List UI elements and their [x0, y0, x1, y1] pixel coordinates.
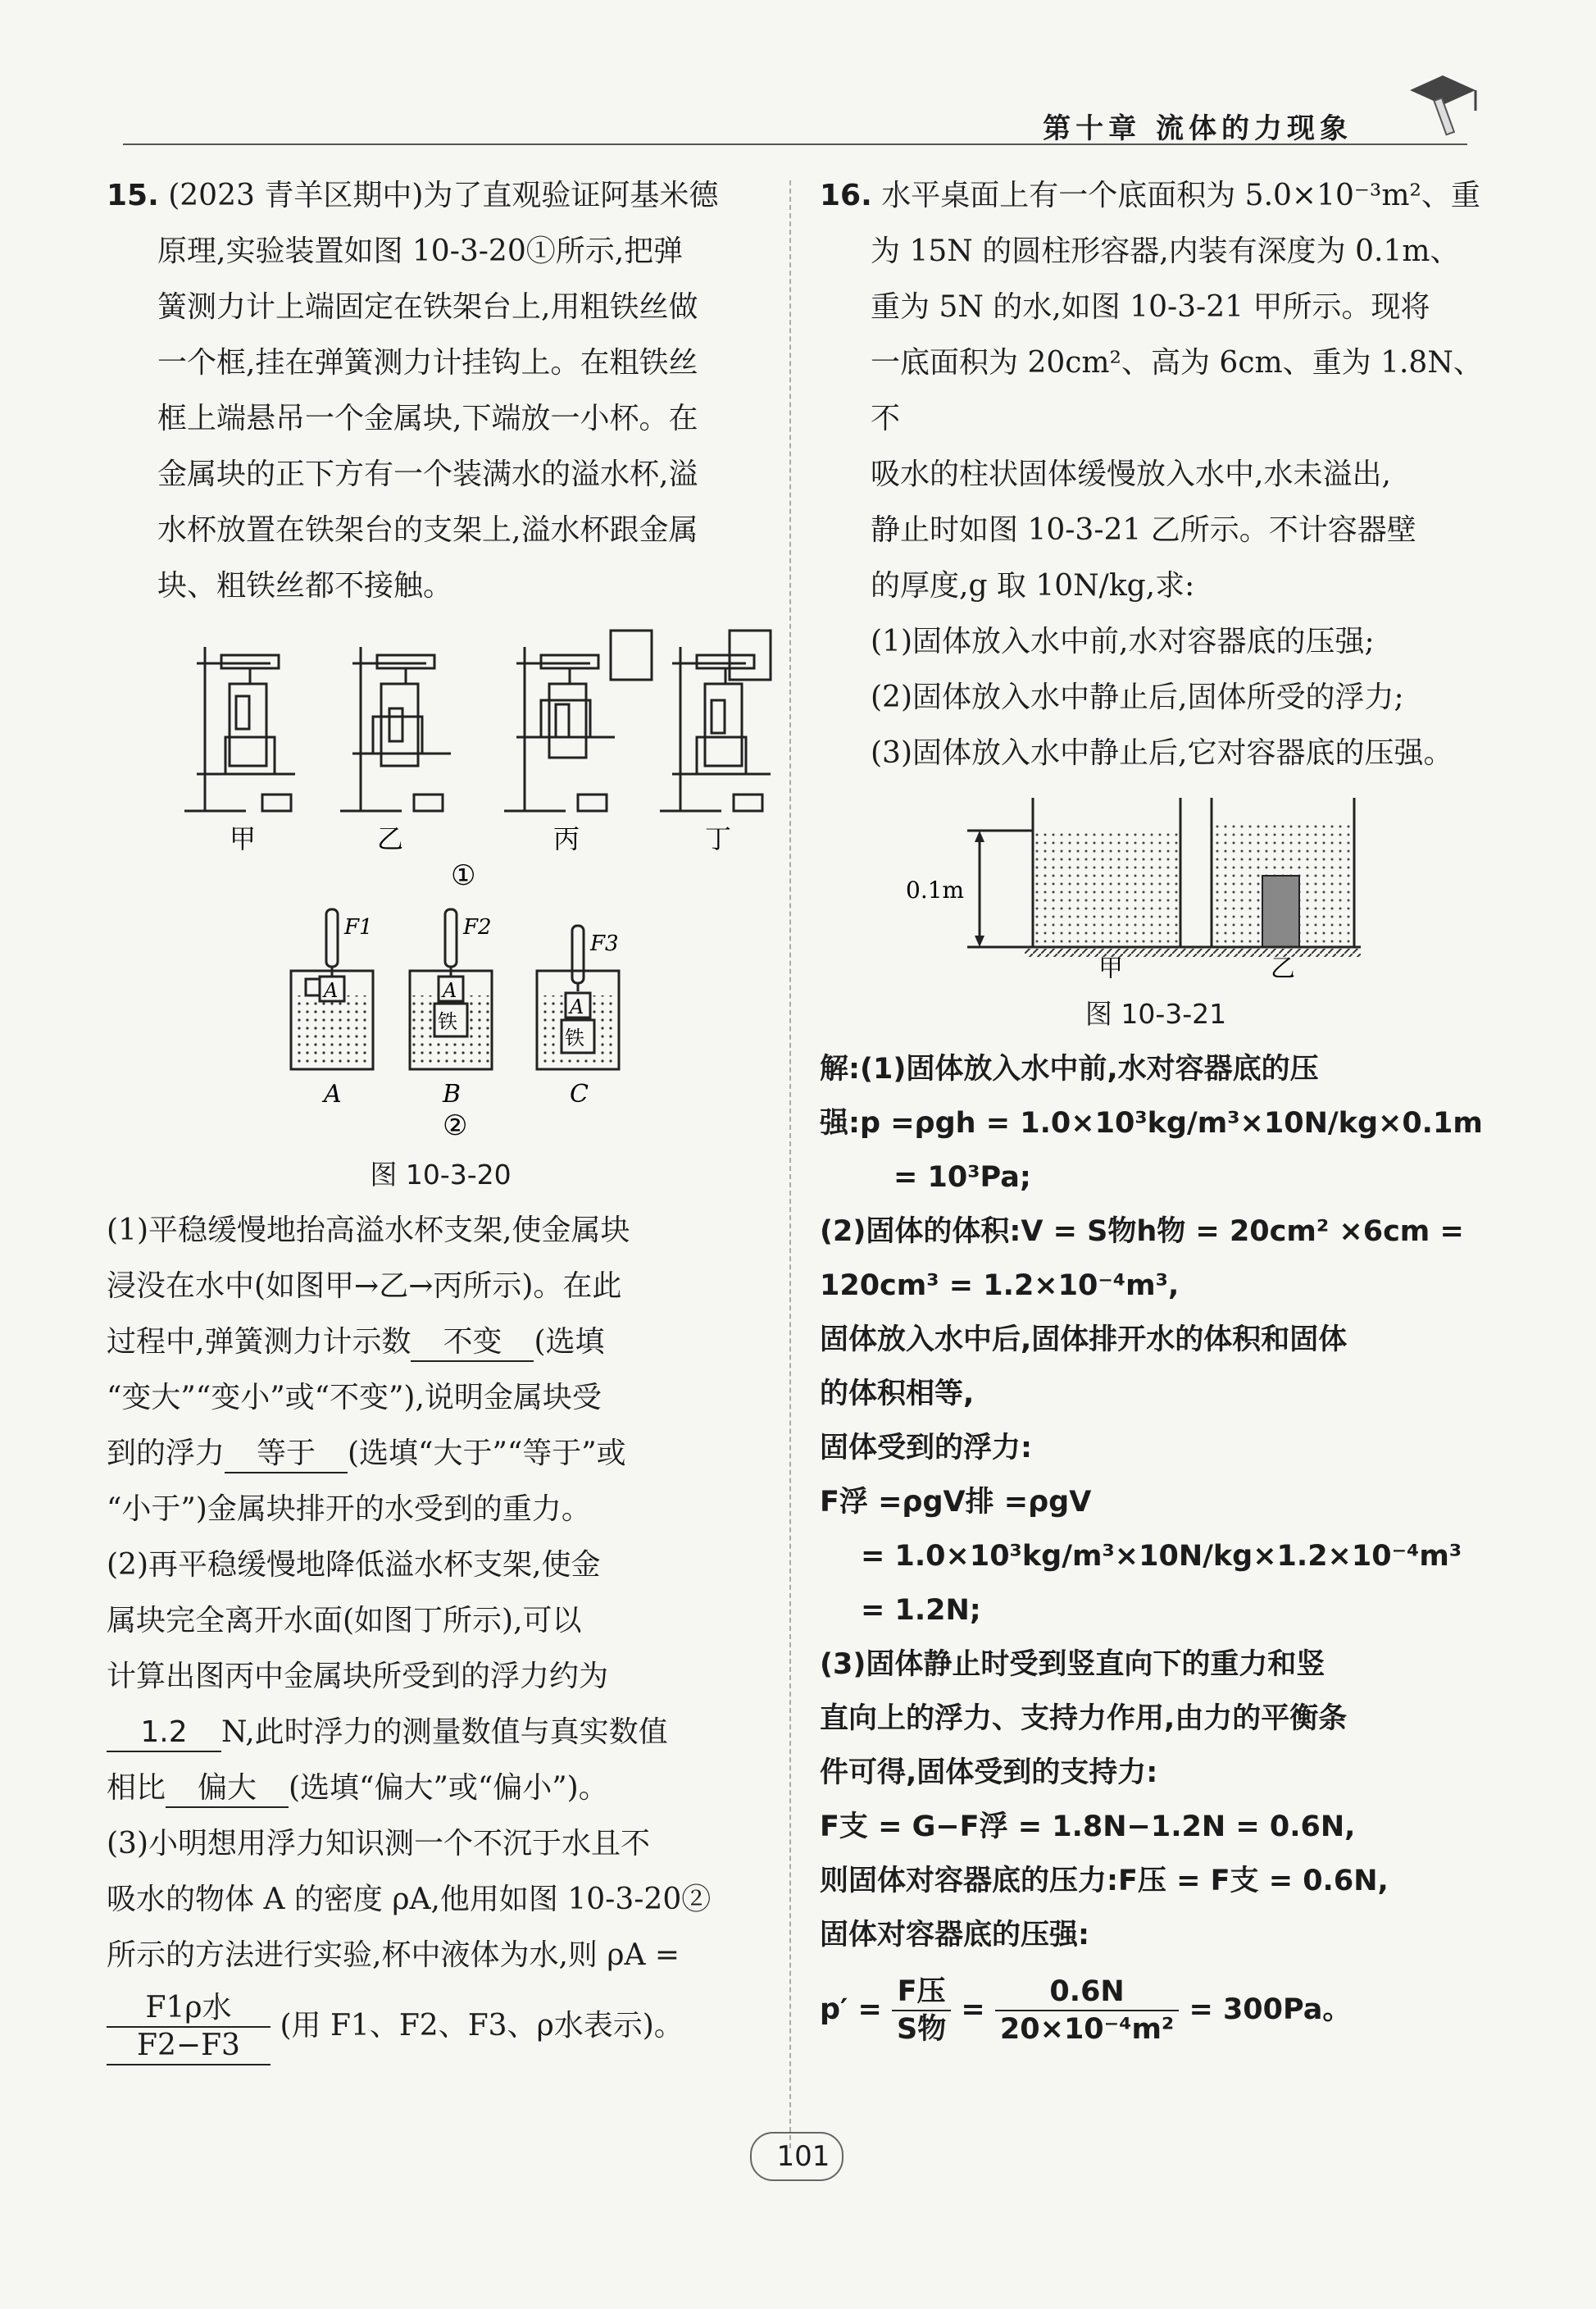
- chapter-title: 第十章 流体的力现象: [1043, 112, 1353, 145]
- force-F3: F3: [590, 931, 619, 956]
- q15-part3-line-0: (3)小明想用浮力知识测一个不沉于水且不: [107, 1827, 650, 1860]
- q15-line-1: 原理,实验装置如图 10-3-20①所示,把弹: [157, 235, 684, 268]
- question-15: [107, 168, 775, 2065]
- graduation-pencil-icon: [1394, 66, 1484, 139]
- solution-line-5: 固体放入水中后,固体排开水的体积和固体: [820, 1323, 1348, 1356]
- block-A-label-1: A: [324, 979, 339, 1002]
- solution-line-1: 强:p =ρgh = 1.0×10³kg/m³×10N/kg×0.1m: [820, 1107, 1483, 1140]
- q16-line-6: 的厚度,g 取 10N/kg,求:: [871, 569, 1195, 603]
- solution-line-13: 件可得,固体受到的支持力:: [820, 1756, 1158, 1789]
- containers-diagram: [820, 790, 1492, 978]
- fig1-label-0: 甲: [230, 823, 257, 854]
- solution-line-10: = 1.2N;: [861, 1594, 981, 1627]
- q16-line-5: 静止时如图 10-3-21 乙所示。不计容器壁: [871, 513, 1416, 547]
- q15-part3-line-2: 所示的方法进行实验,杯中液体为水,则 ρA =: [107, 1938, 680, 1972]
- fig2-label-B: B: [443, 1080, 462, 1109]
- fraction-1: $\frac{\text{F压}}{\text{S物}}$: [892, 1974, 951, 2047]
- q16-line-4: 吸水的柱状固体缓慢放入水中,水未溢出,: [871, 458, 1391, 491]
- fig-label-yi: 乙: [1271, 954, 1295, 978]
- header-rule: [123, 143, 1467, 145]
- q15-part2-line-2: 计算出图丙中金属块所受到的浮力约为: [107, 1660, 609, 1693]
- q15-part1-line-2: 过程中,弹簧测力计示数 不变 (选填: [107, 1314, 775, 1370]
- page-number: 101: [776, 2140, 830, 2173]
- block-iron-label-1: 铁: [438, 1010, 457, 1033]
- column-divider: [789, 180, 791, 2148]
- solution-final-equation: p′ = $\frac{\text{F压}}{\text{S物}}$ = $\frac{0.6N}{\text{20×10⁻⁴m²}}$ = 300Pa。: [820, 1975, 1352, 2046]
- depth-label: 0.1m: [906, 877, 965, 904]
- q15-line-4: 框上端悬吊一个金属块,下端放一小杯。在: [157, 402, 698, 435]
- solution-line-11: (3)固体静止时受到竖直向下的重力和竖: [820, 1648, 1325, 1681]
- answer-fraction: $\frac{\text{F1ρ水}}{F2-F3}$: [107, 1990, 271, 2065]
- q15-line-5: 金属块的正下方有一个装满水的溢水杯,溢: [157, 458, 698, 491]
- fraction-2: $\frac{0.6N}{\text{20×10⁻⁴m²}}$: [995, 1974, 1179, 2047]
- q15-part1-line-1: 浸没在水中(如图甲→乙→丙所示)。在此: [107, 1269, 622, 1303]
- fig-label-jia: 甲: [1098, 954, 1123, 978]
- q16-line-0: 16. 水平桌面上有一个底面积为 5.0×10⁻³m²、重: [820, 179, 1480, 212]
- q15-number: 15.: [107, 179, 159, 212]
- fig1-number: ①: [451, 859, 476, 892]
- solution-line-8: F浮 =ρgV排 =ρgV: [820, 1486, 1092, 1519]
- answer-blank-1: 不变: [411, 1324, 534, 1362]
- page-header: [123, 102, 1467, 152]
- figure-caption-10-3-21: 图 10-3-21: [1084, 998, 1227, 1030]
- fig1-label-1: 乙: [377, 823, 404, 854]
- fig2-label-C: C: [570, 1080, 589, 1109]
- figure-caption-10-3-20: 图 10-3-20: [370, 1159, 512, 1191]
- q15-part3-line-1: 吸水的物体 A 的密度 ρA,他用如图 10-3-20②: [107, 1883, 712, 1916]
- figure-10-3-21: [820, 790, 1492, 978]
- q15-part2-line-4: 相比 偏大 (选填“偏大”或“偏小”)。: [107, 1760, 775, 1816]
- q15-part1-line-4: 到的浮力 等于 (选填“大于”“等于”或: [107, 1426, 775, 1482]
- q15-part1-line-5: “小于”)金属块排开的水受到的重力。: [107, 1492, 591, 1526]
- q15-part2-line-3: 1.2 N,此时浮力的测量数值与真实数值: [107, 1705, 775, 1760]
- q15-line-7: 块、粗铁丝都不接触。: [157, 569, 453, 603]
- fig2-number: ②: [443, 1109, 468, 1139]
- solution-line-15: 则固体对容器底的压力:F压 = F支 = 0.6N,: [820, 1865, 1389, 1897]
- q15-line-0: 15. (2023 青羊区期中)为了直观验证阿基米德: [107, 179, 719, 212]
- figure-10-3-20-part1: [107, 622, 775, 893]
- q15-line-6: 水杯放置在铁架台的支架上,溢水杯跟金属: [157, 513, 698, 547]
- force-F2: F2: [463, 915, 492, 940]
- q16-number: 16.: [820, 179, 872, 212]
- question-16: [820, 168, 1492, 2047]
- q16-line-9: (3)固体放入水中静止后,它对容器底的压强。: [871, 736, 1453, 770]
- fig1-label-3: 丁: [705, 823, 732, 854]
- solution-line-16: 固体对容器底的压强:: [820, 1919, 1089, 1951]
- answer-blank-4: 偏大: [166, 1770, 289, 1808]
- fig2-label-A: A: [324, 1080, 342, 1109]
- q16-line-2: 重为 5N 的水,如图 10-3-21 甲所示。现将: [871, 290, 1430, 324]
- block-A-label-2: A: [443, 979, 457, 1002]
- solution: [820, 1042, 1492, 2047]
- density-experiment-diagram: [107, 901, 775, 1139]
- figure-10-3-20-part2: [107, 901, 775, 1139]
- force-F1: F1: [344, 915, 373, 940]
- q16-line-7: (1)固体放入水中前,水对容器底的压强;: [871, 625, 1375, 658]
- q15-part3-line-3: $\frac{\text{F1ρ水}}{F2-F3}$ (用 F1、F2、F3、ρ水表示)。: [107, 1990, 775, 2065]
- solution-line-2: = 10³Pa;: [893, 1161, 1031, 1194]
- block-A-label-3: A: [570, 995, 584, 1018]
- solution-line-14: F支 = G−F浮 = 1.8N−1.2N = 0.6N,: [820, 1810, 1356, 1843]
- q16-line-3: 一底面积为 20cm²、高为 6cm、重为 1.8N、不: [871, 346, 1483, 435]
- answer-blank-3: 1.2: [107, 1715, 221, 1752]
- solution-line-9: = 1.0×10³kg/m³×10N/kg×1.2×10⁻⁴m³: [861, 1540, 1462, 1573]
- fig1-label-2: 丙: [553, 823, 580, 854]
- solution-line-7: 固体受到的浮力:: [820, 1432, 1032, 1464]
- q15-part1-line-3: “变大”“变小”或“不变”),说明金属块受: [107, 1381, 602, 1414]
- solution-line-0: 解:(1)固体放入水中前,水对容器底的压: [820, 1053, 1319, 1086]
- q16-line-8: (2)固体放入水中静止后,固体所受的浮力;: [871, 681, 1404, 714]
- q15-line-2: 簧测力计上端固定在铁架台上,用粗铁丝做: [157, 290, 698, 324]
- q16-line-1: 为 15N 的圆柱形容器,内装有深度为 0.1m、: [871, 235, 1460, 268]
- q15-part2-line-1: 属块完全离开水面(如图丁所示),可以: [107, 1604, 582, 1637]
- q15-line-3: 一个框,挂在弹簧测力计挂钩上。在粗铁丝: [157, 346, 698, 380]
- answer-blank-2: 等于: [225, 1436, 348, 1473]
- solution-line-3: (2)固体的体积:V = S物h物 = 20cm² ×6cm =: [820, 1215, 1464, 1248]
- solution-line-6: 的体积相等,: [820, 1378, 975, 1410]
- solution-line-4: 120cm³ = 1.2×10⁻⁴m³,: [820, 1269, 1180, 1302]
- solution-line-12: 直向上的浮力、支持力作用,由力的平衡条: [820, 1702, 1348, 1735]
- block-iron-label-2: 铁: [565, 1027, 584, 1050]
- q15-part2-line-0: (2)再平稳缓慢地降低溢水杯支架,使金: [107, 1548, 601, 1582]
- q15-part1-line-0: (1)平稳缓慢地抬高溢水杯支架,使金属块: [107, 1214, 630, 1247]
- apparatus-diagram: [107, 622, 775, 893]
